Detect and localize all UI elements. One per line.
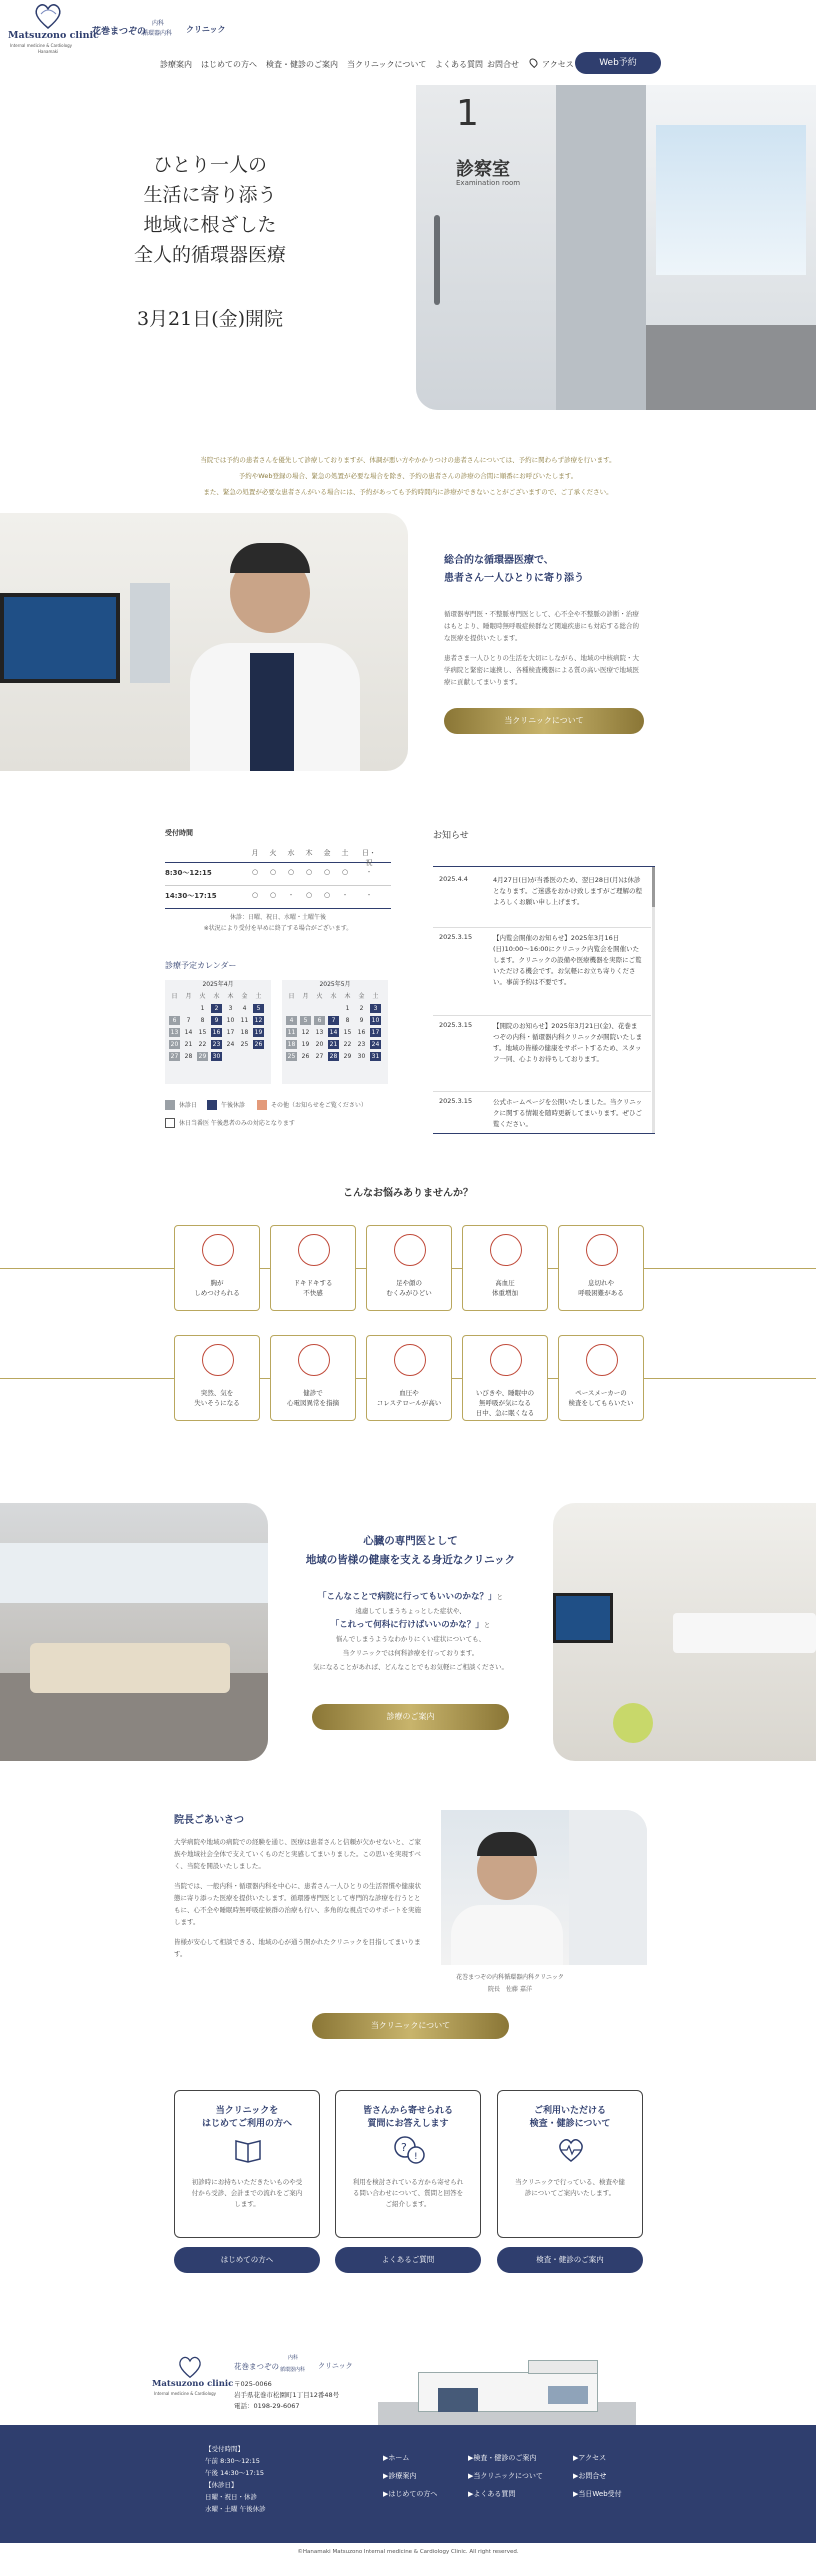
calendar-day[interactable]: 1 [200, 1005, 205, 1012]
worry-text: 高血圧 体重増加 [492, 1279, 518, 1297]
calendar-day[interactable]: 2 [211, 1004, 222, 1013]
calendar-weekday: 水 [213, 993, 220, 1000]
calendar-day[interactable]: 28 [184, 1053, 193, 1060]
hero-line1: ひとり一人の [152, 154, 267, 176]
greeting-title: 院長ごあいさつ [174, 1815, 244, 1826]
room-number: 1 [456, 93, 479, 134]
calendar-day[interactable]: 27 [170, 1053, 179, 1060]
symptom-icon [586, 1234, 618, 1266]
question-bubble-icon [393, 2135, 425, 2165]
calendar-day[interactable]: 29 [343, 1053, 352, 1060]
news-date: 2025.3.15 [439, 1021, 473, 1029]
hours-mark: - [289, 891, 293, 899]
waiting-room-photo [0, 1503, 268, 1761]
svg-text:!: ! [414, 2152, 418, 2162]
hours-day-label: 月 [251, 849, 259, 857]
calendar-day[interactable]: 27 [315, 1053, 324, 1060]
calendar-weekday: 金 [241, 993, 248, 1000]
footer-link-checkup[interactable]: ▶検査・健診のご案内 [468, 2454, 537, 2462]
calendar-day[interactable]: 11 [287, 1029, 296, 1036]
symptom-icon [298, 1234, 330, 1266]
greeting-body: 大学病院や地域の病院での経験を通じ、医療は患者さんと信頼が欠かせないと、ご家族や地域社会全体で支えていくものだと実感してまいりました。この思いを実現すべく、当院を開設いたしました。 当院では、一般内科・循環器内科を中心に、患者さん一人ひとりの生活習慣や健康状態に寄り添った医療を提供いたします。循環器専門医として専門的な診療を行うとともに、心不全や睡眠時無呼吸症候群の治療も行い、多角的な視点でのサポートを実施します。 皆様が安心して相談できる、地域の心が通う開かれたクリニックを目指してまいります。 [174, 1838, 421, 1958]
hours-mark: ○ [305, 868, 313, 876]
calendar-weekday: 土 [372, 993, 379, 1000]
calendar-day[interactable]: 25 [240, 1041, 249, 1048]
calendar-day[interactable]: 28 [329, 1053, 338, 1060]
calendar-day[interactable]: 12 [301, 1029, 310, 1036]
footer-logo: Matsuzono clinic Internal medicine & Cardiology [152, 2355, 242, 2405]
calendar-day[interactable]: 17 [226, 1029, 235, 1036]
news-text[interactable]: 4月27日(日)が当番医のため、翌日28日(月)は休診となります。ご迷惑をおかけ致しますがご理解の程よろしくお願い申し上げます。 [493, 876, 642, 906]
news-list[interactable] [433, 866, 655, 1134]
room-label-en: Examination room [456, 179, 521, 187]
calendar-title: 診療予定カレンダー [165, 961, 237, 970]
calendar-day[interactable]: 3 [370, 1004, 381, 1013]
worry-card [366, 1335, 452, 1421]
worries-title: こんなお悩みありませんか？ [343, 1188, 473, 1199]
calendar-weekday: 火 [316, 993, 323, 1000]
worry-card [558, 1335, 644, 1421]
faq-button[interactable]: よくあるご質問 [335, 2247, 481, 2273]
heart-logo-icon [32, 2, 64, 30]
worry-text: 突然、気を 失いそうになる [194, 1389, 240, 1407]
opening-date: 3月21日(金)開院 [136, 308, 284, 330]
hours-mark: ○ [323, 891, 331, 899]
calendar-day[interactable]: 14 [184, 1029, 193, 1036]
calendar-day[interactable]: 19 [254, 1029, 263, 1036]
logo-place-en: Hanamaki [38, 49, 59, 54]
calendar-day[interactable]: 24 [371, 1041, 380, 1048]
calendar-day[interactable]: 26 [301, 1053, 310, 1060]
calendar-day[interactable]: 19 [301, 1041, 310, 1048]
news-date: 2025.4.4 [439, 875, 468, 883]
doctor-title: 総合的な循環器医療で、 患者さん一人ひとりに寄り添う [444, 555, 584, 584]
info-card-checkup[interactable]: ご利用いただける 検査・健診について 当クリニックで行っている、検査や健診についてご案内いたします。 [497, 2090, 643, 2238]
symptom-icon [202, 1344, 234, 1376]
hours-day-label: 土 [341, 849, 349, 857]
symptom-icon [586, 1344, 618, 1376]
calendar-day[interactable]: 22 [198, 1041, 207, 1048]
nav-item-faq[interactable]: よくある質問 [435, 60, 483, 69]
calendar-day[interactable]: 9 [359, 1017, 364, 1024]
hours-title: 受付時間 [165, 829, 193, 837]
news-divider [433, 1015, 651, 1016]
news-date: 2025.3.15 [439, 933, 473, 941]
worry-text: いびきや、睡眠中の 無呼吸が気になる 日中、急に眠くなる [475, 1389, 535, 1417]
news-title: お知らせ [433, 831, 469, 841]
worry-card [174, 1335, 260, 1421]
news-divider [433, 1091, 651, 1092]
exam-room-photo [553, 1503, 816, 1761]
intro-text: 当院では予約の患者さんを優先して診療しておりますが、体調が悪い方やかかりつけの患者さんについては、予約に関わらず診療を行います。 予約やWeb登録の場合、緊急の処置が必要な場合を除き、予約の患者さんの診療の合間に順番にお呼びいたします。 また、緊急の処置が必要な患者さんがいる場合には、予約があっても予約時間内に診療ができないことがございますので、ご了承ください。 [200, 456, 616, 496]
news-text[interactable]: 公式ホームページを公開いたしました。当クリニックに関する情報を随時更新してまいります。ぜひご覧ください。 [493, 1098, 642, 1128]
site-header [0, 0, 816, 85]
hero-copy [0, 150, 400, 350]
logo-name-jp: 花巻まつぞの 内科 循環器内科 クリニック [92, 20, 226, 37]
calendar-day[interactable]: 16 [212, 1029, 221, 1036]
calendar-day[interactable]: 12 [254, 1017, 263, 1024]
svg-text:?: ? [401, 2141, 407, 2154]
hours-day-label: 日・祝 [362, 849, 376, 867]
calendar-day[interactable]: 14 [329, 1029, 338, 1036]
worry-card [270, 1335, 356, 1421]
hours-day-label: 水 [287, 849, 295, 857]
footer-hours: 【受付時間】 午前 8:30〜12:15 午後 14:30〜17:15 【休診日】 日曜・祝日・休診 水曜・土曜 午後休診 [205, 2445, 266, 2513]
legend-swatch-closed [165, 1100, 175, 1110]
footer-link-about[interactable]: ▶当クリニックについて [468, 2472, 543, 2480]
calendar-day[interactable]: 23 [357, 1041, 366, 1048]
hours-mark: - [367, 868, 371, 876]
legend-swatch-duty [165, 1118, 175, 1128]
calendar-day[interactable]: 26 [254, 1041, 263, 1048]
calendar-day[interactable]: 20 [170, 1041, 179, 1048]
map-pin-icon [528, 57, 539, 68]
nav-item-medical[interactable]: 診療案内 [160, 60, 192, 69]
calendar-day[interactable]: 11 [240, 1017, 249, 1024]
calendar-day[interactable]: 4 [286, 1016, 297, 1025]
hours-mark: ○ [269, 891, 277, 899]
nav-item-first-visit[interactable]: はじめての方へ [201, 60, 257, 69]
hours-mark: ○ [251, 891, 259, 899]
footer-link-faq[interactable]: ▶よくある質問 [468, 2490, 516, 2498]
calendar-weekday: 日 [171, 993, 178, 1000]
calendar-day[interactable]: 10 [226, 1017, 235, 1024]
director-caption: 花巻まつぞの内科循環器内科クリニック 院長 佐藤 嘉洋 [456, 1974, 564, 1993]
logo-sub-en: Internal medicine & Cardiology [10, 43, 73, 48]
footer-link-medical[interactable]: ▶診療案内 [383, 2472, 417, 2480]
calendar-weekday: 木 [344, 993, 351, 1000]
calendar-day[interactable]: 7 [186, 1017, 191, 1024]
specialist-body: 「こんなことで病院に行ってもいいのかな？」と 遠慮してしまうちょっとした症状や、 「これって何科に行けばいいのかな？」と 悩んでしまうようなわかりにくい症状についても、 当クリニックでは何科診療を行っております。 気になることがあれば、どんなことでもお気軽にご相談ください。 [313, 1592, 508, 1671]
calendar-day[interactable]: 2 [359, 1005, 364, 1012]
nav-item-contact[interactable]: お問合せ [487, 60, 519, 69]
worry-card [270, 1225, 356, 1311]
doctor-body: 循環器専門医・不整脈専門医として、心不全や不整脈の診断・治療はもとより、睡眠時無呼吸症候群など関連疾患にも対応する総合的な医療を提供いたします。 患者さま一人ひとりの生活を大切にしながら、地域の中核病院・大学病院と緊密に連携し、各種検査機器による質の高い医療で地域医療に貢献してまいります。 [444, 610, 639, 686]
footer-link-access[interactable]: ▶アクセス [573, 2454, 607, 2462]
calendar-weekday: 月 [185, 993, 192, 1000]
calendar-day[interactable]: 24 [226, 1041, 235, 1048]
specialist-title: 心臓の専門医として 地域の皆様の健康を支える身近なクリニック [305, 1535, 516, 1566]
hours-mark: ○ [341, 868, 349, 876]
symptom-icon [490, 1234, 522, 1266]
first-visit-button[interactable]: はじめての方へ [174, 2247, 320, 2273]
footer-address: 〒025-0066 岩手県花巻市松園町1丁目12番48号 電話：0198-29-6067 [234, 2380, 340, 2410]
hours-day-label: 金 [323, 849, 331, 857]
calendar-day[interactable]: 8 [200, 1017, 205, 1024]
news-scrollbar[interactable] [652, 867, 655, 1134]
calendar-day[interactable]: 18 [287, 1041, 296, 1048]
worry-text: ペースメーカーの 検査をしてもらいたい [568, 1389, 634, 1407]
news-text[interactable]: 【開院のお知らせ】2025年3月21日(金)、花巻まつぞの内科・循環器内科クリニックが開院いたします。地域の皆様の健康をサポートするため、スタッフ一同、心よりお待ちしております。 [493, 1022, 643, 1063]
calendar-day[interactable]: 30 [357, 1053, 366, 1060]
calendar-day[interactable]: 4 [242, 1005, 247, 1012]
nav-item-checkup[interactable]: 検査・健診のご案内 [266, 60, 338, 69]
calendar-day[interactable]: 21 [184, 1041, 193, 1048]
calendar-day[interactable]: 22 [343, 1041, 352, 1048]
calendar-day[interactable]: 7 [328, 1016, 339, 1025]
calendar-weekday: 金 [358, 993, 365, 1000]
calendar-month-1: 2025年4月 日 月 火 水 木 金 土 1 2 3 4 5 6 7 8 9 10 11 12 13 14 15 16 17 18 19 20 21 22 23 24 25 26 27 28 29 30 [165, 980, 271, 1084]
calendar-day[interactable]: 5 [300, 1016, 311, 1025]
nav-item-about[interactable]: 当クリニックについて [347, 60, 427, 69]
hours-mark: ○ [305, 891, 313, 899]
calendar-weekday: 火 [199, 993, 206, 1000]
hours-mark: - [367, 891, 371, 899]
news-divider [433, 927, 651, 928]
calendar-day[interactable]: 29 [198, 1053, 207, 1060]
legend-swatch-other [257, 1100, 267, 1110]
hero-photo [416, 85, 816, 410]
calendar-day[interactable]: 13 [315, 1029, 324, 1036]
calendar-weekday: 日 [288, 993, 295, 1000]
calendar-day[interactable]: 17 [371, 1029, 380, 1036]
calendar-day[interactable]: 10 [371, 1017, 380, 1024]
room-label: 診察室 [456, 159, 510, 180]
worry-text: 足や顔の むくみがひどい [386, 1279, 432, 1297]
heart-logo-icon [176, 2355, 204, 2379]
calendar-day[interactable]: 23 [212, 1041, 221, 1048]
footer-band [0, 2425, 816, 2543]
calendar-weekday: 木 [227, 993, 234, 1000]
worry-card [462, 1225, 548, 1311]
copyright: ©Hanamaki Matsuzono Internal medicine & Cardiology Clinic. All right reserved. [297, 2549, 519, 2555]
worry-text: 血圧や コレステロールが高い [376, 1389, 442, 1407]
director-photo [441, 1810, 647, 1965]
symptom-icon [490, 1344, 522, 1376]
worry-text: 息切れや 呼吸困難がある [578, 1279, 624, 1297]
calendar-day[interactable]: 18 [240, 1029, 249, 1036]
calendar-day[interactable]: 6 [169, 1016, 180, 1025]
nav-item-access[interactable]: アクセス [542, 60, 574, 69]
calendar-day[interactable]: 16 [357, 1029, 366, 1036]
calendar-day[interactable]: 31 [371, 1053, 380, 1060]
calendar-day[interactable]: 13 [170, 1029, 179, 1036]
footer-clinic-name: 花巻まつぞの 内科 循環器内科 クリニック [234, 2355, 353, 2373]
worry-card [366, 1225, 452, 1311]
web-reserve-button[interactable]: Web予約 [575, 52, 661, 74]
footer-link-home[interactable]: ▶ホーム [383, 2454, 410, 2462]
calendar-day[interactable]: 5 [253, 1004, 264, 1013]
greeting-about-button[interactable]: 当クリニックについて [312, 2013, 509, 2039]
legend-swatch-pm-closed [207, 1100, 217, 1110]
symptom-icon [394, 1234, 426, 1266]
hours-day-label: 木 [305, 849, 313, 857]
calendar-day[interactable]: 8 [345, 1017, 350, 1024]
worry-text: 胸が しめつけられる [194, 1279, 240, 1297]
calendar-weekday: 土 [255, 993, 262, 1000]
worry-text: ドキドキする 不快感 [293, 1279, 333, 1297]
hours-mark: ○ [287, 868, 295, 876]
calendar-day[interactable]: 25 [287, 1053, 296, 1060]
calendar-day[interactable]: 21 [329, 1041, 338, 1048]
footer-link-first-visit[interactable]: ▶はじめての方へ [383, 2490, 438, 2498]
info-card-faq[interactable]: 皆さんから寄せられる 質問にお答えします ? ! 利用を検討されている方から寄せられる問い合わせについて、質問と回答をご紹介します。 [335, 2090, 481, 2238]
medical-guide-button[interactable]: 診療のご案内 [312, 1704, 509, 1730]
calendar-day[interactable]: 15 [343, 1029, 352, 1036]
calendar-day[interactable]: 6 [314, 1016, 325, 1025]
calendar-weekday: 水 [330, 993, 337, 1000]
hours-day-label: 火 [269, 849, 277, 857]
footer-link-web-reserve[interactable]: ▶当日Web受付 [573, 2490, 622, 2498]
checkup-button[interactable]: 検査・健診のご案内 [497, 2247, 643, 2273]
logo[interactable] [8, 2, 98, 60]
symptom-icon [298, 1344, 330, 1376]
hours-note: 休診：日曜、祝日、水曜・土曜午後 ※状況により受付を早めに終了する場合がございます。 [203, 914, 353, 932]
hours-time: 8:30〜12:15 [165, 869, 212, 877]
hero-line4: 全人的循環器医療 [133, 244, 286, 266]
heart-pulse-icon [556, 2137, 586, 2163]
footer-link-contact[interactable]: ▶お問合せ [573, 2472, 607, 2480]
hero-line3: 地域に根ざした [143, 214, 277, 236]
hours-mark: - [343, 891, 347, 899]
news-text[interactable]: 【内覧会開催のお知らせ】2025年3月16日(日)10:00〜16:00にクリニック内覧会を開催いたします。クリニックの設備や医療機器を実際にご覧いただける機会です。お気軽にお立ち寄りください。事前予約は不要です。 [493, 934, 642, 986]
book-icon [234, 2137, 262, 2163]
footer-nav [383, 2453, 643, 2523]
clinic-building-photo [378, 2352, 636, 2425]
calendar-day[interactable]: 3 [228, 1005, 233, 1012]
hours-mark: ○ [269, 868, 277, 876]
logo-name-en: Matsuzono clinic [8, 30, 99, 41]
hours-mark: ○ [251, 868, 259, 876]
hero-line2: 生活に寄り添う [143, 184, 277, 206]
about-clinic-button[interactable]: 当クリニックについて [444, 708, 644, 734]
doctor-photo [0, 513, 408, 771]
calendar-day[interactable]: 1 [345, 1005, 350, 1012]
calendar-day[interactable]: 9 [211, 1016, 222, 1025]
calendar-day[interactable]: 20 [315, 1041, 324, 1048]
calendar-month-2: 2025年5月 日 月 火 水 木 金 土 1 2 3 4 5 6 7 8 9 10 11 12 13 14 15 16 17 18 19 20 21 22 23 24 25 26 27 28 29 30 31 [282, 980, 388, 1084]
worry-text: 健診で 心電図異常を指摘 [287, 1389, 339, 1407]
worry-card [174, 1225, 260, 1311]
symptom-icon [394, 1344, 426, 1376]
hours-table [165, 838, 391, 908]
info-card-first-visit[interactable]: 当クリニックを はじめてご利用の方へ 初診時にお持ちいただきたいものや受付から受診、会計までの流れをご案内します。 [174, 2090, 320, 2238]
calendar-weekday: 月 [302, 993, 309, 1000]
calendar-day[interactable]: 30 [212, 1053, 221, 1060]
worry-card [558, 1225, 644, 1311]
hours-mark: ○ [323, 868, 331, 876]
calendar-day[interactable]: 15 [198, 1029, 207, 1036]
worry-card [462, 1335, 548, 1421]
hours-time: 14:30〜17:15 [165, 892, 217, 900]
symptom-icon [202, 1234, 234, 1266]
news-date: 2025.3.15 [439, 1097, 473, 1105]
